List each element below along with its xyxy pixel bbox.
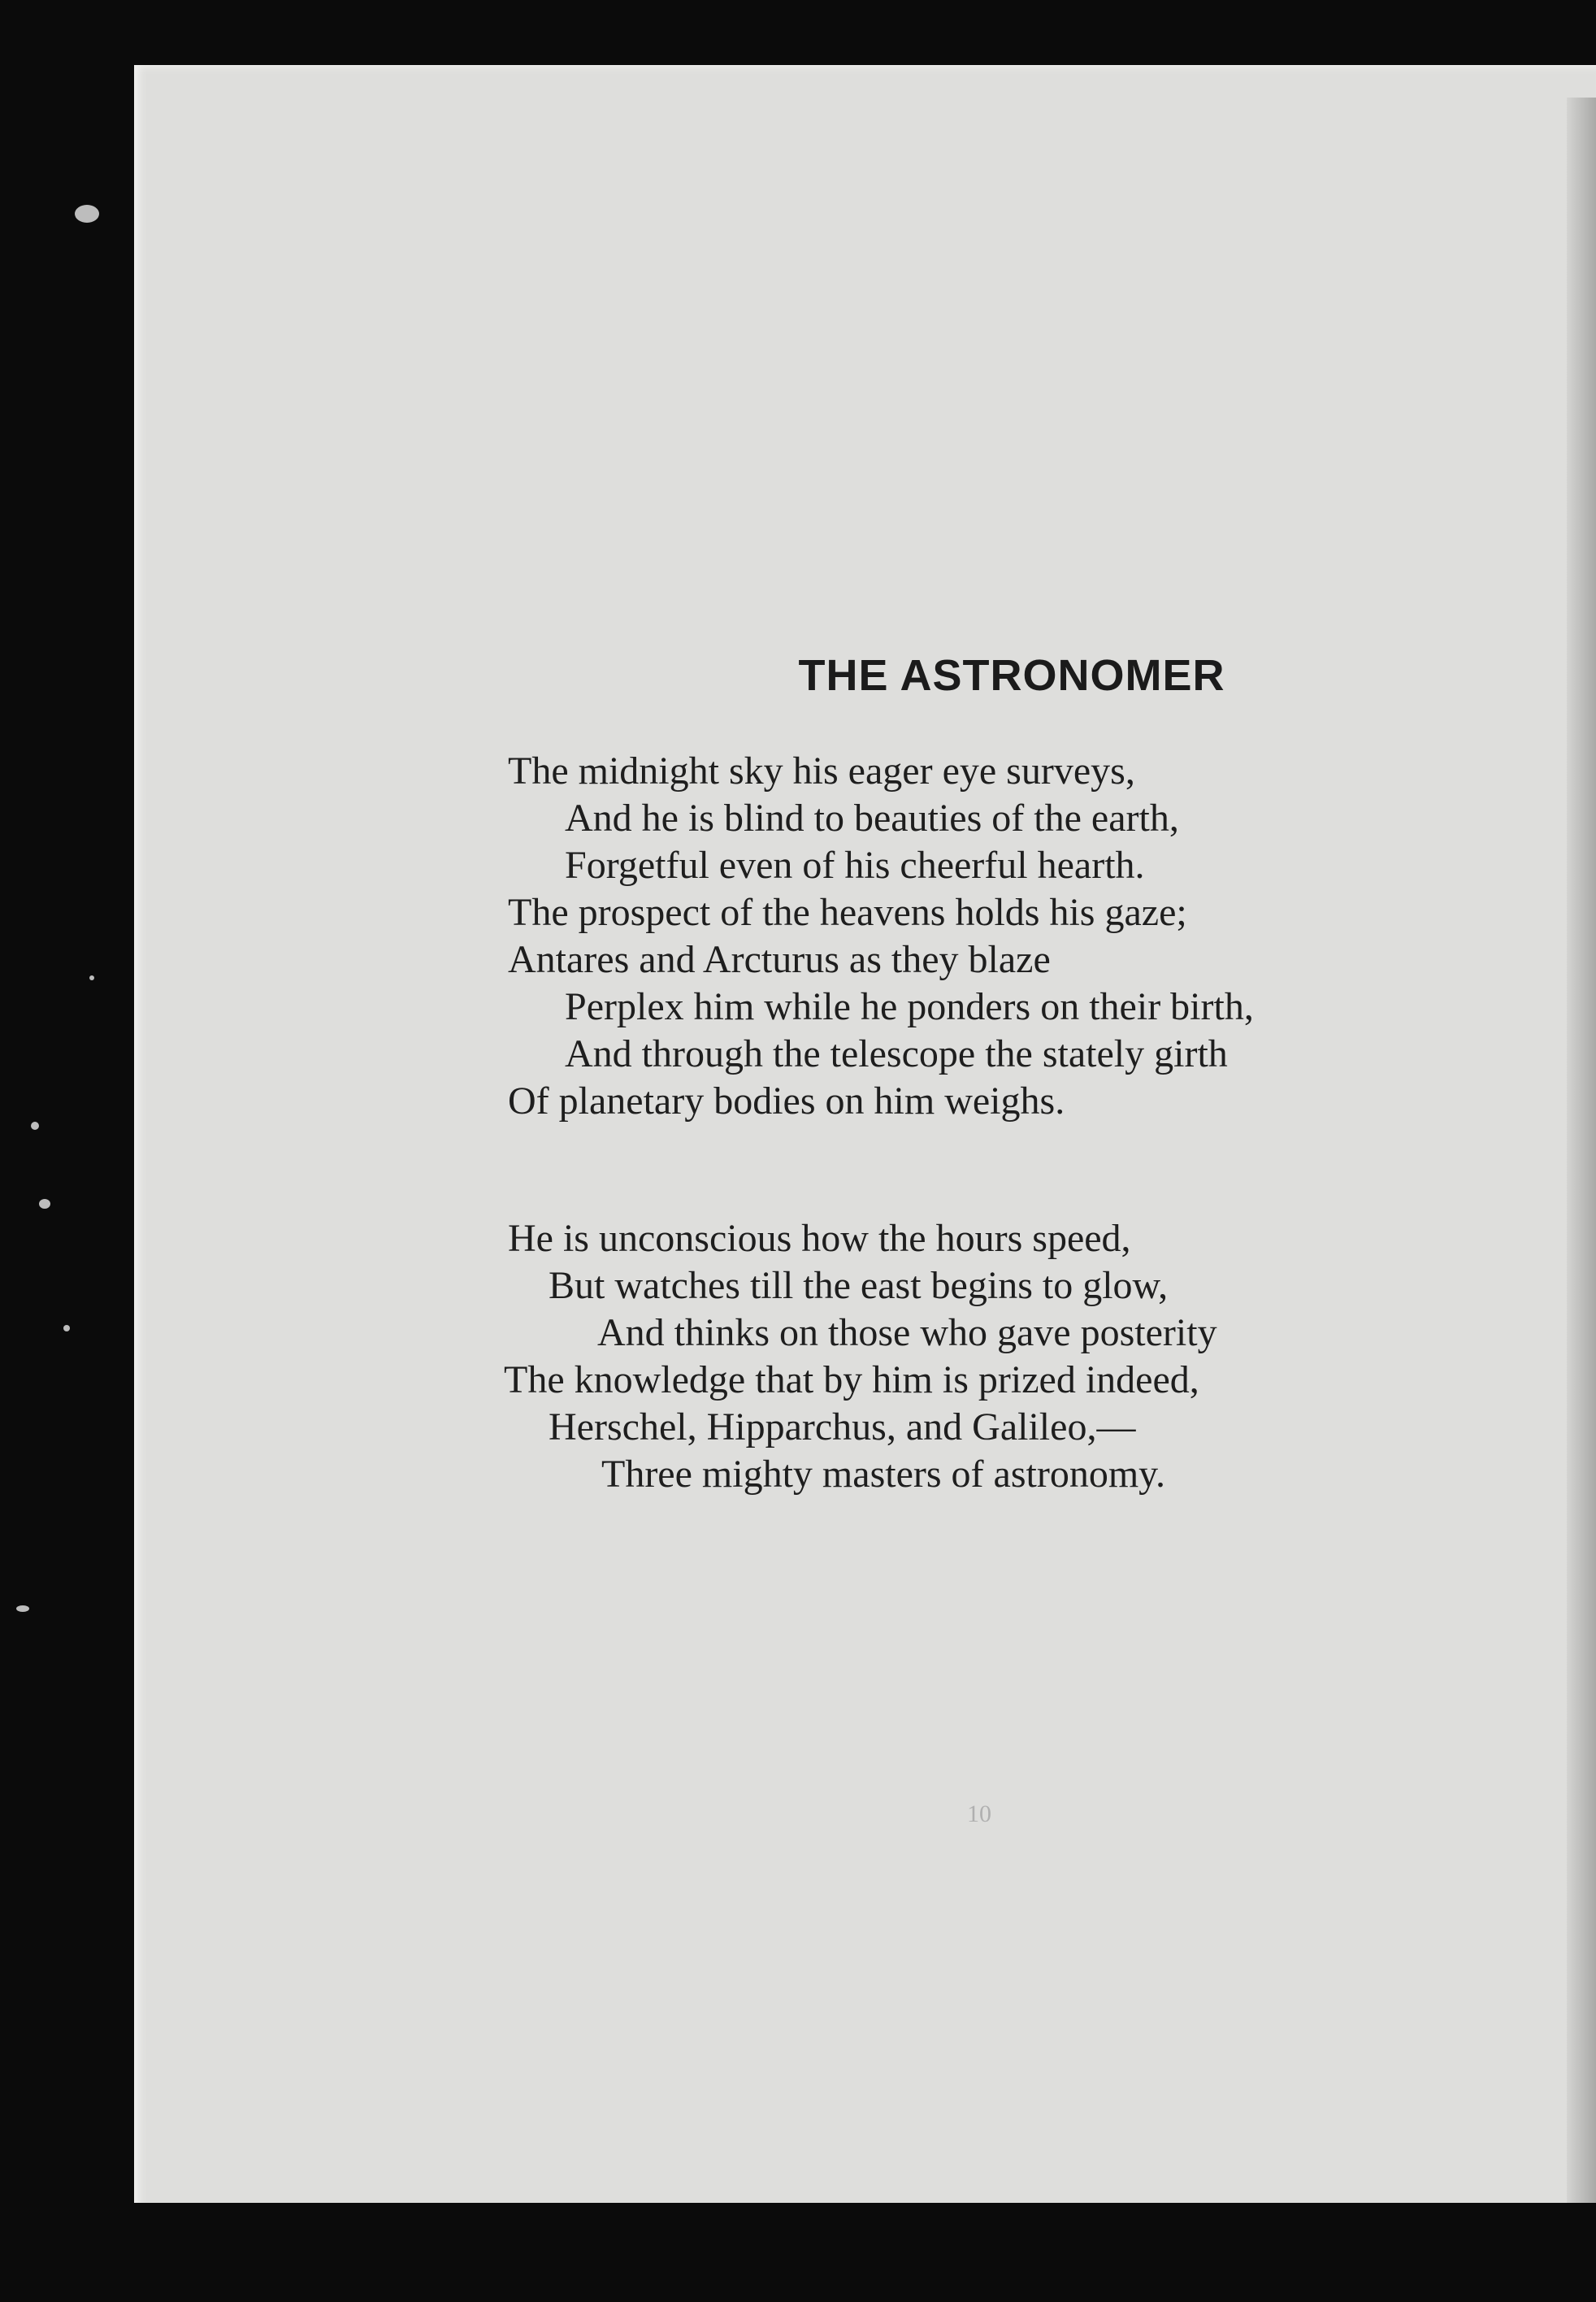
poem-line: Herschel, Hipparchus, and Galileo,—	[549, 1405, 1136, 1449]
poem-line: And thinks on those who gave posterity	[597, 1311, 1217, 1354]
poem-line: Forgetful even of his cheerful hearth.	[565, 844, 1145, 887]
stanza-2	[134, 1215, 1516, 1498]
poem-line: The knowledge that by him is prized indeed,	[504, 1358, 1199, 1401]
page-number: 10	[967, 1800, 991, 1827]
poem-line: Antares and Arcturus as they blaze	[508, 938, 1051, 981]
poem-line: Perplex him while he ponders on their birth,	[565, 985, 1254, 1028]
book-page	[134, 65, 1596, 2203]
poem-line: The midnight sky his eager eye surveys,	[508, 749, 1135, 793]
poem-line: Of planetary bodies on him weighs.	[508, 1079, 1065, 1123]
poem-line: He is unconscious how the hours speed,	[508, 1217, 1131, 1260]
poem-line: And he is blind to beauties of the earth,	[565, 797, 1179, 840]
poem-line: And through the telescope the stately girth	[565, 1032, 1228, 1075]
poem-line: The prospect of the heavens holds his gaze;	[508, 891, 1187, 934]
stanza-1	[134, 748, 1516, 1125]
poem-line: But watches till the east begins to glow,	[549, 1264, 1169, 1307]
poem-title: THE ASTRONOMER	[798, 651, 1225, 700]
page-fold-shadow	[1567, 98, 1596, 2203]
poem-line: Three mighty masters of astronomy.	[601, 1453, 1166, 1496]
